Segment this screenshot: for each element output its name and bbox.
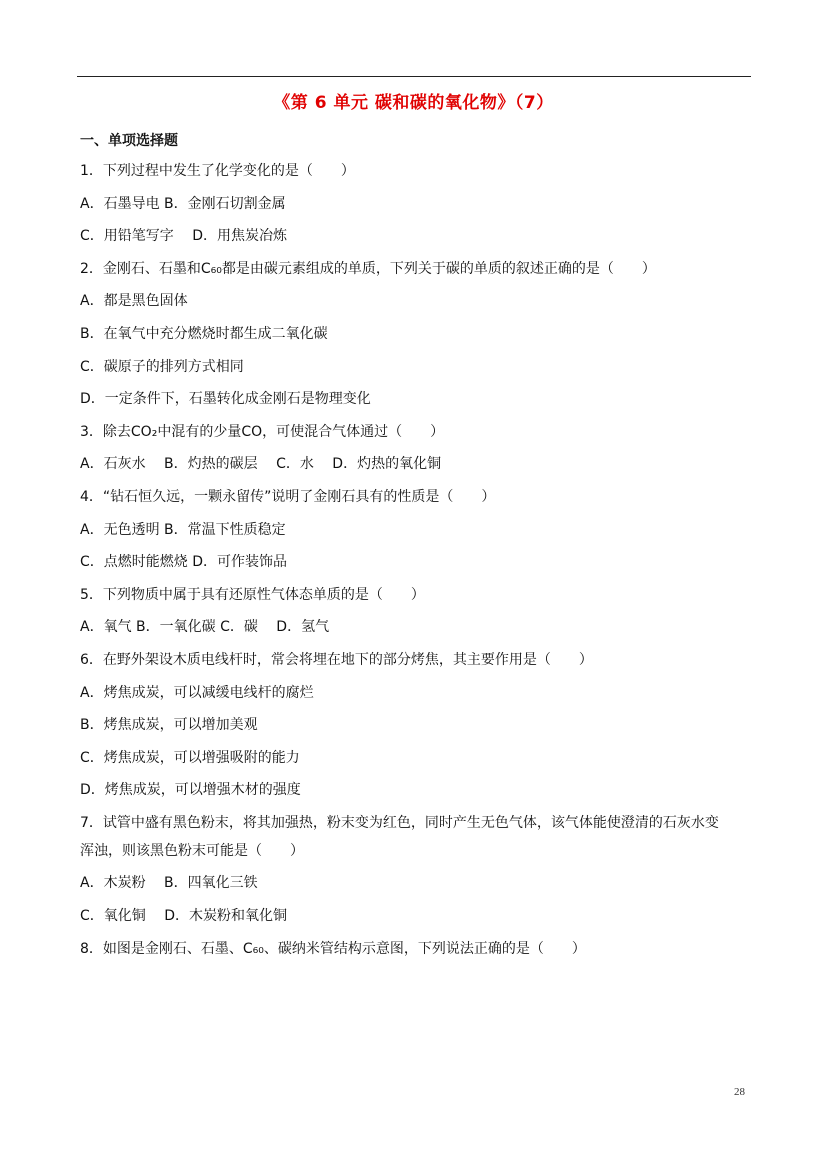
- option-line: C．碳原子的排列方式相同: [80, 358, 244, 375]
- option-line: C．用铅笔写字 D．用焦炭冶炼: [80, 228, 288, 245]
- option-line: C．氧化铜 D．木炭粉和氧化铜: [80, 908, 288, 925]
- question-1: 1．下列过程中发生了化学变化的是（ ）: [80, 163, 355, 179]
- option-line: A．都是黑色固体: [80, 293, 188, 310]
- question-8: 8．如图是金刚石、石墨、C₆₀、碳纳米管结构示意图，下列说法正确的是（ ）: [80, 940, 586, 957]
- option-line: D．烤焦成炭，可以增强木材的强度: [80, 782, 301, 799]
- option-line: A．石灰水 B．灼热的碳层 C．水 D．灼热的氧化铜: [80, 456, 442, 473]
- question-2: 2．金刚石、石墨和C₆₀都是由碳元素组成的单质，下列关于碳的单质的叙述正确的是（ ）: [80, 260, 656, 277]
- option-line: A．无色透明 B．常温下性质稳定: [80, 521, 286, 538]
- option-line: B．烤焦成炭，可以增加美观: [80, 717, 258, 734]
- option-line: A．石墨导电 B．金刚石切割金属: [80, 195, 286, 212]
- page-number: 28: [734, 1086, 745, 1098]
- option-line: B．在氧气中充分燃烧时都生成二氧化碳: [80, 325, 328, 342]
- option-line: A．木炭粉 B．四氧化三铁: [80, 875, 258, 892]
- option-line: D．一定条件下，石墨转化成金刚石是物理变化: [80, 391, 371, 408]
- option-line: A．烤焦成炭，可以减缓电线杆的腐烂: [80, 684, 314, 701]
- option-line: C．点燃时能燃烧 D．可作装饰品: [80, 554, 288, 571]
- question-7: 7．试管中盛有黑色粉末，将其加强热，粉末变为红色，同时产生无色气体，该气体能使澄清的石灰水变: [80, 814, 719, 831]
- question-7-continued: 浑浊，则该黑色粉末可能是（ ）: [80, 842, 304, 859]
- header-rule: [77, 76, 751, 77]
- option-line: C．烤焦成炭，可以增强吸附的能力: [80, 749, 300, 766]
- question-list: [80, 160, 760, 970]
- page-title: 《第 6 单元 碳和碳的氧化物》（7）: [273, 93, 554, 113]
- question-6: 6．在野外架设木质电线杆时，常会将埋在地下的部分烤焦，其主要作用是（ ）: [80, 651, 593, 668]
- question-4: 4．“钻石恒久远，一颗永留传”说明了金刚石具有的性质是（ ）: [80, 488, 496, 505]
- question-5: 5．下列物质中属于具有还原性气体态单质的是（ ）: [80, 586, 425, 603]
- question-3: 3．除去CO₂中混有的少量CO，可使混合气体通过（ ）: [80, 423, 445, 440]
- option-line: A．氧气 B．一氧化碳 C．碳 D．氢气: [80, 619, 330, 636]
- section-heading: 一、单项选择题: [80, 133, 178, 149]
